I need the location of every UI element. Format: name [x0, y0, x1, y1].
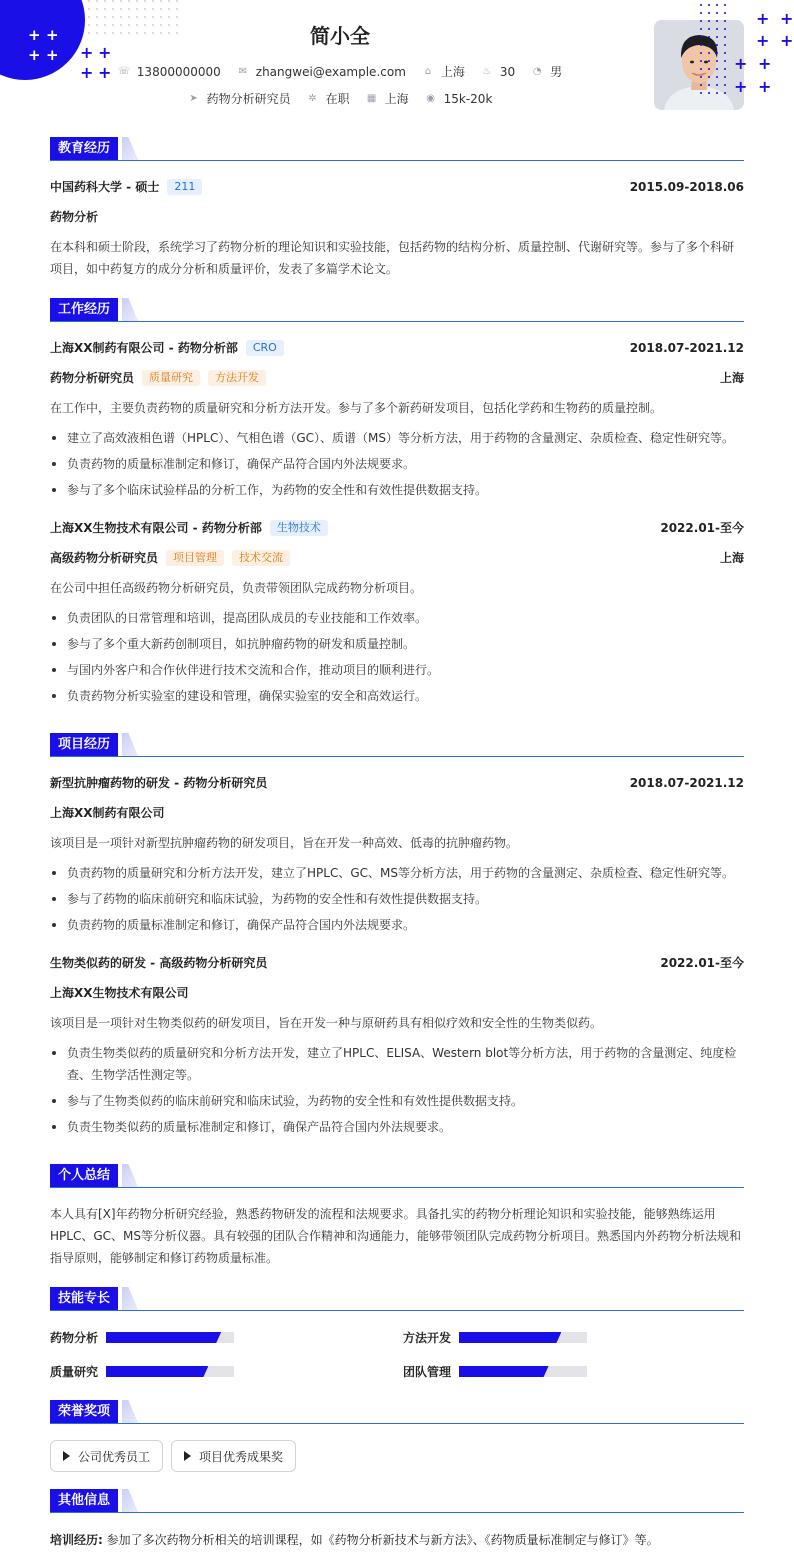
list-item: 负责药物的质量标准制定和修订，确保产品符合国内外法规要求。	[50, 914, 744, 936]
job-tag: 方法开发	[208, 370, 266, 386]
skill-bar-fill	[106, 1366, 208, 1377]
skill-item	[50, 1363, 234, 1380]
contact-row	[0, 63, 680, 80]
skill-item	[403, 1363, 587, 1380]
skill-item	[50, 1329, 234, 1346]
education-period: 2015.09-2018.06	[629, 180, 744, 194]
award-chip: 公司优秀员工	[50, 1440, 163, 1472]
job-city: 上海	[719, 551, 744, 565]
section-title: 个人总结	[50, 1164, 118, 1187]
skill-item	[403, 1329, 587, 1346]
plus-icon: +	[98, 43, 112, 62]
plus-icon: +	[758, 77, 772, 96]
plus-icon: +	[756, 9, 770, 28]
plus-icon: +	[756, 31, 770, 50]
section-title: 技能专长	[50, 1287, 118, 1310]
job-position: 药物分析研究员	[50, 371, 135, 385]
job-position-row	[50, 549, 744, 567]
skill-label: 药物分析	[50, 1331, 99, 1345]
project-summary: 该项目是一项针对新型抗肿瘤药物的研发项目，旨在开发一种高效、低毒的抗肿瘤药物。	[50, 836, 519, 850]
section-title: 工作经历	[50, 298, 118, 321]
project-name: 新型抗肿瘤药物的研发 - 药物分析研究员	[50, 776, 268, 790]
skill-bar	[459, 1366, 587, 1377]
section-title: 项目经历	[50, 733, 118, 756]
plus-icon: +	[46, 46, 59, 64]
job-position: 高级药物分析研究员	[50, 551, 159, 565]
skill-bar-fill	[106, 1332, 221, 1343]
job-header	[50, 519, 744, 537]
skill-bar	[459, 1332, 587, 1343]
major: 药物分析	[50, 210, 99, 224]
home-icon: ⌂	[424, 65, 432, 77]
section-skills	[50, 1287, 744, 1311]
section-title: 教育经历	[50, 137, 118, 160]
triangle-right-icon	[184, 1451, 191, 1461]
contact-age: ♨ 30	[482, 64, 516, 79]
plus-icon: +	[780, 9, 794, 28]
project-period: 2022.01-至今	[660, 956, 744, 970]
award-chip: 项目优秀成果奖	[171, 1440, 296, 1472]
skill-bar-fill	[459, 1332, 561, 1343]
skill-bar-fill	[459, 1366, 549, 1377]
company-badge: CRO	[246, 340, 284, 356]
plus-icon: +	[734, 77, 748, 96]
skill-label: 质量研究	[50, 1365, 99, 1379]
email-icon: ✉	[238, 65, 247, 77]
plus-icon: +	[28, 26, 41, 44]
plus-icon: +	[98, 63, 112, 82]
section-summary	[50, 1164, 744, 1188]
summary-text: 本人具有[X]年药物分析研究经验，熟悉药物研发的流程和法规要求。具备扎实的药物分析理论知识和实验技能，能够熟练运用HPLC、GC、MS等分析仪器。具有较强的团队合作精神和沟通能力，能够带领团队完成药物分析项目。熟悉国内外药物分析法规和指导原则，能够制定和修订药物质量标准。	[50, 1207, 741, 1265]
plus-icon: +	[80, 43, 94, 62]
company-name: 上海XX生物技术有限公司 - 药物分析部	[50, 521, 262, 535]
section-other	[50, 1489, 744, 1513]
triangle-right-icon	[63, 1451, 70, 1461]
school-name: 中国药科大学 - 硕士	[50, 180, 160, 194]
job-period: 2022.01-至今	[660, 521, 744, 535]
education-description: 在本科和硕士阶段，系统学习了药物分析的理论知识和实验技能，包括药物的结构分析、质量控制、代谢研究等。参与了多个科研项目，如中药复方的成分分析和质量评价，发表了多篇学术论文。	[50, 240, 735, 276]
company-badge: 生物技术	[270, 520, 328, 536]
list-item: 负责生物类似药的质量标准制定和修订，确保产品符合国内外法规要求。	[50, 1116, 744, 1138]
plus-icon: +	[780, 31, 794, 50]
job-period: 2018.07-2021.12	[629, 341, 744, 355]
send-icon: ➤	[189, 92, 198, 104]
list-item: 参与了生物类似药的临床前研究和临床试验，为药物的安全性和有效性提供数据支持。	[50, 1090, 744, 1112]
section-title: 其他信息	[50, 1489, 118, 1512]
section-work	[50, 298, 744, 322]
list-item: 参与了药物的临床前研究和临床试验，为药物的安全性和有效性提供数据支持。	[50, 888, 744, 910]
company-name: 上海XX制药有限公司 - 药物分析部	[50, 341, 238, 355]
job-tag: 技术交流	[232, 550, 290, 566]
age-icon: ♨	[482, 65, 492, 77]
other-label: 培训经历:	[50, 1533, 103, 1547]
list-item: 负责药物的质量标准制定和修订，确保产品符合国内外法规要求。	[50, 453, 744, 475]
candidate-name: 简小全	[310, 24, 370, 48]
status-icon: ✲	[308, 92, 317, 104]
intent-position: ➤ 药物分析研究员	[189, 92, 291, 106]
contact-city: ⌂ 上海	[422, 63, 465, 80]
other-text: 参加了多次药物分析相关的培训课程，如《药物分析新技术与新方法》、《药物质量标准制定与修订》等。	[106, 1533, 659, 1547]
list-item: 负责团队的日常管理和培训，提高团队成员的专业技能和工作效率。	[50, 607, 744, 629]
job-header	[50, 339, 744, 357]
list-item: 参与了多个重大新药创制项目，如抗肿瘤药物的研发和质量控制。	[50, 633, 744, 655]
phone-icon: ☏	[117, 65, 131, 77]
intent-status: ✲ 在职	[308, 92, 350, 106]
section-projects	[50, 733, 744, 757]
section-title: 荣誉奖项	[50, 1400, 118, 1423]
project-header	[50, 774, 744, 792]
plus-icon: +	[80, 63, 94, 82]
job-summary: 在公司中担任高级药物分析研究员，负责带领团队完成药物分析项目。	[50, 581, 423, 595]
list-item: 负责药物分析实验室的建设和管理，确保实验室的安全和高效运行。	[50, 685, 744, 707]
list-item: 建立了高效液相色谱（HPLC）、气相色谱（GC）、质谱（MS）等分析方法，用于药物的含量测定、杂质检查、稳定性研究等。	[50, 427, 744, 449]
project-period: 2018.07-2021.12	[629, 776, 744, 790]
list-item: 负责药物的质量研究和分析方法开发，建立了HPLC、GC、MS等分析方法，用于药物的含量测定、杂质检查、稳定性研究等。	[50, 862, 744, 884]
job-city: 上海	[719, 371, 744, 385]
intent-row	[0, 90, 680, 107]
section-education	[50, 137, 744, 161]
education-header	[50, 178, 744, 196]
salary-icon: ◉	[426, 92, 435, 104]
skill-bar	[106, 1332, 234, 1343]
project-header	[50, 954, 744, 972]
plus-icon: +	[28, 46, 41, 64]
intent-city: ▦ 上海	[366, 92, 409, 106]
building-icon: ▦	[366, 92, 377, 104]
plus-icon: +	[734, 54, 748, 73]
project-summary: 该项目是一项针对生物类似药的研发项目，旨在开发一种与原研药具有相似疗效和安全性的生物类似药。	[50, 1016, 603, 1030]
project-org: 上海XX生物技术有限公司	[50, 986, 189, 1000]
list-item: 负责生物类似药的质量研究和分析方法开发，建立了HPLC、ELISA、Western blot等分析方法，用于药物的含量测定、纯度检查、生物学活性测定等。	[50, 1042, 744, 1086]
plus-icon: +	[758, 54, 772, 73]
school-badge: 211	[167, 179, 202, 195]
other-training	[50, 1531, 744, 1549]
contact-phone: ☏ 13800000000	[117, 64, 221, 79]
skill-bar	[106, 1366, 234, 1377]
project-name: 生物类似药的研发 - 高级药物分析研究员	[50, 956, 268, 970]
job-tag: 质量研究	[142, 370, 200, 386]
skill-label: 团队管理	[403, 1365, 452, 1379]
contact-gender: ◔ 男	[532, 65, 563, 79]
contact-email: ✉ zhangwei@example.com	[238, 64, 406, 79]
portrait-photo	[654, 20, 744, 110]
intent-salary: ◉ 15k-20k	[426, 91, 493, 106]
avatar	[654, 20, 744, 110]
gender-icon: ◔	[532, 65, 542, 77]
list-item: 与国内外客户和合作伙伴进行技术交流和合作，推动项目的顺利进行。	[50, 659, 744, 681]
section-awards	[50, 1400, 744, 1424]
job-summary: 在工作中，主要负责药物的质量研究和分析方法开发。参与了多个新药研发项目，包括化学药和生物药的质量控制。	[50, 401, 663, 415]
job-position-row	[50, 369, 744, 387]
skill-label: 方法开发	[403, 1331, 452, 1345]
project-org: 上海XX制药有限公司	[50, 806, 165, 820]
job-tag: 项目管理	[166, 550, 224, 566]
plus-icon: +	[46, 26, 59, 44]
list-item: 参与了多个临床试验样品的分析工作，为药物的安全性和有效性提供数据支持。	[50, 479, 744, 501]
